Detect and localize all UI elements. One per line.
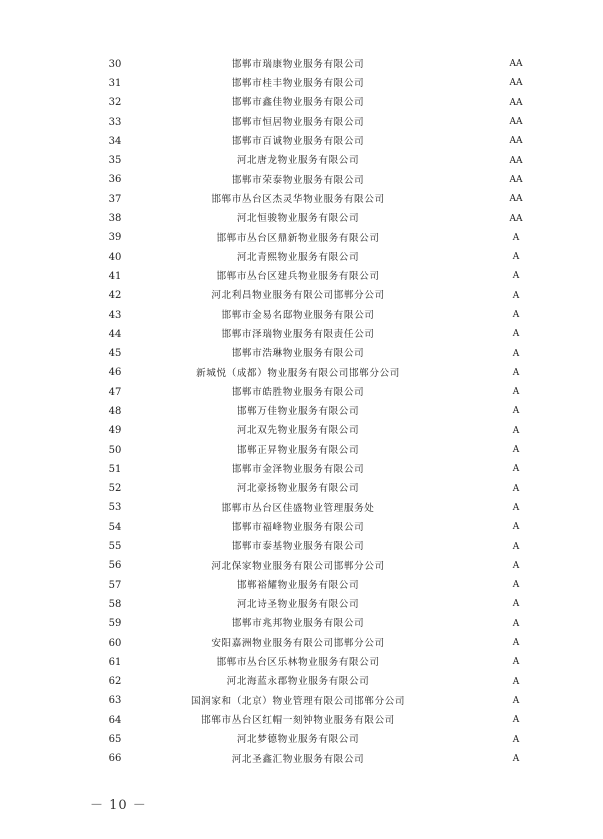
- credit-grade: A: [512, 522, 520, 533]
- table-row: [82, 557, 542, 576]
- credit-grade: AA: [509, 174, 523, 185]
- row-number: 44: [108, 328, 122, 340]
- row-number: 65: [108, 734, 122, 746]
- credit-grade: A: [512, 541, 520, 552]
- table-row: [82, 190, 542, 209]
- company-name: 邯郸市福峰物业服务有限公司: [231, 521, 365, 533]
- credit-grade: A: [512, 464, 520, 475]
- row-number: 56: [108, 560, 122, 572]
- credit-grade: A: [512, 310, 520, 320]
- row-number: 47: [108, 386, 122, 398]
- table-row: [82, 171, 542, 190]
- table-row: [82, 383, 542, 402]
- row-number: 38: [108, 213, 122, 225]
- table-row: [82, 615, 542, 634]
- company-name: 河北保家物业服务有限公司邯郸分公司: [211, 560, 385, 572]
- credit-grade: A: [512, 367, 520, 378]
- credit-grade: A: [512, 657, 520, 668]
- company-name: 河北诗圣物业服务有限公司: [236, 599, 360, 611]
- row-number: 51: [108, 463, 122, 475]
- row-number: 41: [108, 270, 122, 282]
- credit-grade: A: [512, 753, 520, 764]
- credit-grade: A: [512, 329, 520, 340]
- row-number: 45: [108, 348, 122, 360]
- credit-grade: A: [512, 232, 520, 243]
- table-row: [82, 402, 542, 421]
- row-number: 31: [108, 77, 122, 89]
- company-name: 邯郸市浩琳物业服务有限公司: [231, 348, 365, 360]
- credit-grade: A: [512, 618, 520, 629]
- table-row: [82, 151, 542, 170]
- rating-table: [82, 55, 542, 769]
- company-name: 邯郸市百诚物业服务有限公司: [231, 136, 365, 148]
- company-name: 河北海蓝永郡物业服务有限公司: [226, 676, 370, 688]
- table-row: [82, 518, 542, 537]
- row-number: 50: [108, 444, 122, 456]
- table-row: [82, 537, 542, 556]
- company-name: 河北双先物业服务有限公司: [236, 425, 360, 437]
- company-name: 邯郸万佳物业服务有限公司: [236, 406, 360, 418]
- row-number: 66: [108, 753, 122, 765]
- credit-grade: A: [512, 599, 520, 610]
- credit-grade: AA: [509, 59, 523, 70]
- row-number: 46: [108, 367, 122, 379]
- company-name: 邯郸正昇物业服务有限公司: [236, 444, 360, 456]
- table-row: [82, 711, 542, 730]
- table-row: [82, 229, 542, 248]
- credit-grade: AA: [509, 155, 523, 166]
- company-name: 邯郸市泽瑞物业服务有限责任公司: [221, 329, 375, 340]
- row-number: 48: [108, 405, 122, 417]
- credit-grade: AA: [509, 97, 523, 108]
- company-name: 邯郸市丛台区杰灵华物业服务有限公司: [211, 193, 385, 205]
- table-row: [82, 499, 542, 518]
- company-name: 邯郸市金易名邸物业服务有限公司: [221, 309, 375, 321]
- table-row: [82, 480, 542, 499]
- row-number: 49: [108, 425, 122, 437]
- company-name: 安阳嘉洲物业服务有限公司邯郸分公司: [211, 637, 385, 649]
- row-number: 33: [108, 116, 122, 128]
- row-number: 37: [108, 193, 122, 205]
- table-row: [82, 653, 542, 672]
- company-name: 国润家和（北京）物业管理有限公司邯郸分公司: [190, 695, 406, 707]
- credit-grade: A: [512, 271, 520, 282]
- table-row: [82, 692, 542, 711]
- table-row: [82, 422, 542, 441]
- credit-grade: A: [512, 734, 520, 745]
- company-name: 邯郸市兆邦物业服务有限公司: [231, 618, 365, 630]
- row-number: 39: [108, 232, 122, 244]
- credit-grade: A: [512, 290, 520, 301]
- row-number: 58: [108, 598, 122, 610]
- credit-grade: A: [512, 560, 520, 571]
- row-number: 36: [108, 174, 122, 186]
- company-name: 河北恒骏物业服务有限公司: [236, 213, 360, 225]
- company-name: 邯郸市丛台区建兵物业服务有限公司: [216, 271, 380, 283]
- row-number: 54: [108, 521, 122, 533]
- company-name: 邯郸市荣泰物业服务有限公司: [231, 174, 365, 186]
- row-number: 59: [108, 618, 122, 630]
- table-row: [82, 750, 542, 769]
- company-name: 邯郸市丛台区乐林物业服务有限公司: [216, 657, 380, 669]
- table-row: [82, 267, 542, 286]
- company-name: 邯郸市丛台区鼎新物业服务有限公司: [216, 232, 380, 244]
- table-row: [82, 325, 542, 344]
- credit-grade: A: [512, 715, 520, 726]
- table-row: [82, 248, 542, 267]
- company-name: 邯郸市瑞康物业服务有限公司: [231, 58, 365, 70]
- table-row: [82, 441, 542, 460]
- table-row: [82, 344, 542, 363]
- credit-grade: A: [512, 676, 520, 687]
- credit-grade: A: [512, 695, 520, 706]
- company-name: 河北梦德物业服务有限公司: [236, 734, 360, 746]
- credit-grade: A: [512, 638, 520, 649]
- row-number: 62: [108, 676, 122, 688]
- table-row: [82, 460, 542, 479]
- credit-grade: A: [512, 483, 520, 494]
- table-row: [82, 730, 542, 749]
- company-name: 邯郸市金泽物业服务有限公司: [231, 464, 365, 476]
- row-number: 55: [108, 541, 122, 553]
- company-name: 新城悦（成都）物业服务有限公司邯郸分公司: [196, 367, 400, 379]
- table-row: [82, 55, 542, 74]
- row-number: 32: [108, 97, 122, 109]
- credit-grade: AA: [509, 194, 523, 205]
- credit-grade: A: [512, 406, 520, 417]
- table-row: [82, 595, 542, 614]
- table-row: [82, 306, 542, 325]
- credit-grade: A: [512, 348, 520, 359]
- row-number: 63: [108, 695, 122, 707]
- table-row: [82, 113, 542, 132]
- row-number: 42: [108, 290, 122, 302]
- row-number: 30: [108, 58, 122, 70]
- row-number: 35: [108, 155, 122, 167]
- company-name: 邯郸市鑫佳物业服务有限公司: [231, 97, 365, 109]
- table-row: [82, 287, 542, 306]
- credit-grade: A: [512, 425, 520, 436]
- table-row: [82, 673, 542, 692]
- row-number: 34: [108, 135, 122, 147]
- credit-grade: A: [512, 387, 520, 398]
- credit-grade: AA: [509, 213, 523, 224]
- credit-grade: A: [512, 252, 520, 263]
- table-row: [82, 364, 542, 383]
- company-name: 邯郸市皓胜物业服务有限公司: [231, 386, 365, 398]
- company-name: 邯郸裕耀物业服务有限公司: [236, 579, 360, 591]
- company-name: 邯郸市丛台区佳盛物业管理服务处: [221, 502, 375, 514]
- credit-grade: A: [512, 580, 520, 591]
- company-name: 河北利昌物业服务有限公司邯郸分公司: [211, 290, 385, 302]
- company-name: 邯郸市桂丰物业服务有限公司: [231, 78, 365, 90]
- table-row: [82, 132, 542, 151]
- table-row: [82, 74, 542, 93]
- credit-grade: AA: [509, 136, 523, 147]
- company-name: 河北圣鑫汇物业服务有限公司: [231, 753, 365, 765]
- company-name: 邯郸市泰基物业服务有限公司: [231, 541, 365, 553]
- row-number: 52: [108, 483, 122, 495]
- credit-grade: A: [512, 445, 520, 456]
- table-row: [82, 576, 542, 595]
- row-number: 43: [108, 309, 122, 321]
- company-name: 河北青熙物业服务有限公司: [236, 251, 360, 263]
- row-number: 64: [108, 714, 122, 726]
- table-row: [82, 209, 542, 228]
- company-name: 邯郸市恒居物业服务有限公司: [231, 116, 365, 128]
- credit-grade: AA: [509, 78, 523, 89]
- company-name: 河北豪扬物业服务有限公司: [236, 483, 360, 495]
- company-name: 河北唐龙物业服务有限公司: [236, 155, 360, 167]
- row-number: 60: [108, 637, 122, 649]
- table-row: [82, 634, 542, 653]
- row-number: 61: [108, 656, 122, 668]
- credit-grade: A: [512, 502, 520, 513]
- row-number: 53: [108, 502, 122, 514]
- row-number: 57: [108, 579, 122, 591]
- page-number: － 10 －: [90, 798, 147, 813]
- company-name: 邯郸市丛台区红帽一刻钟物业服务有限公司: [201, 714, 395, 726]
- credit-grade: AA: [509, 117, 523, 128]
- table-row: [82, 94, 542, 113]
- row-number: 40: [108, 251, 122, 263]
